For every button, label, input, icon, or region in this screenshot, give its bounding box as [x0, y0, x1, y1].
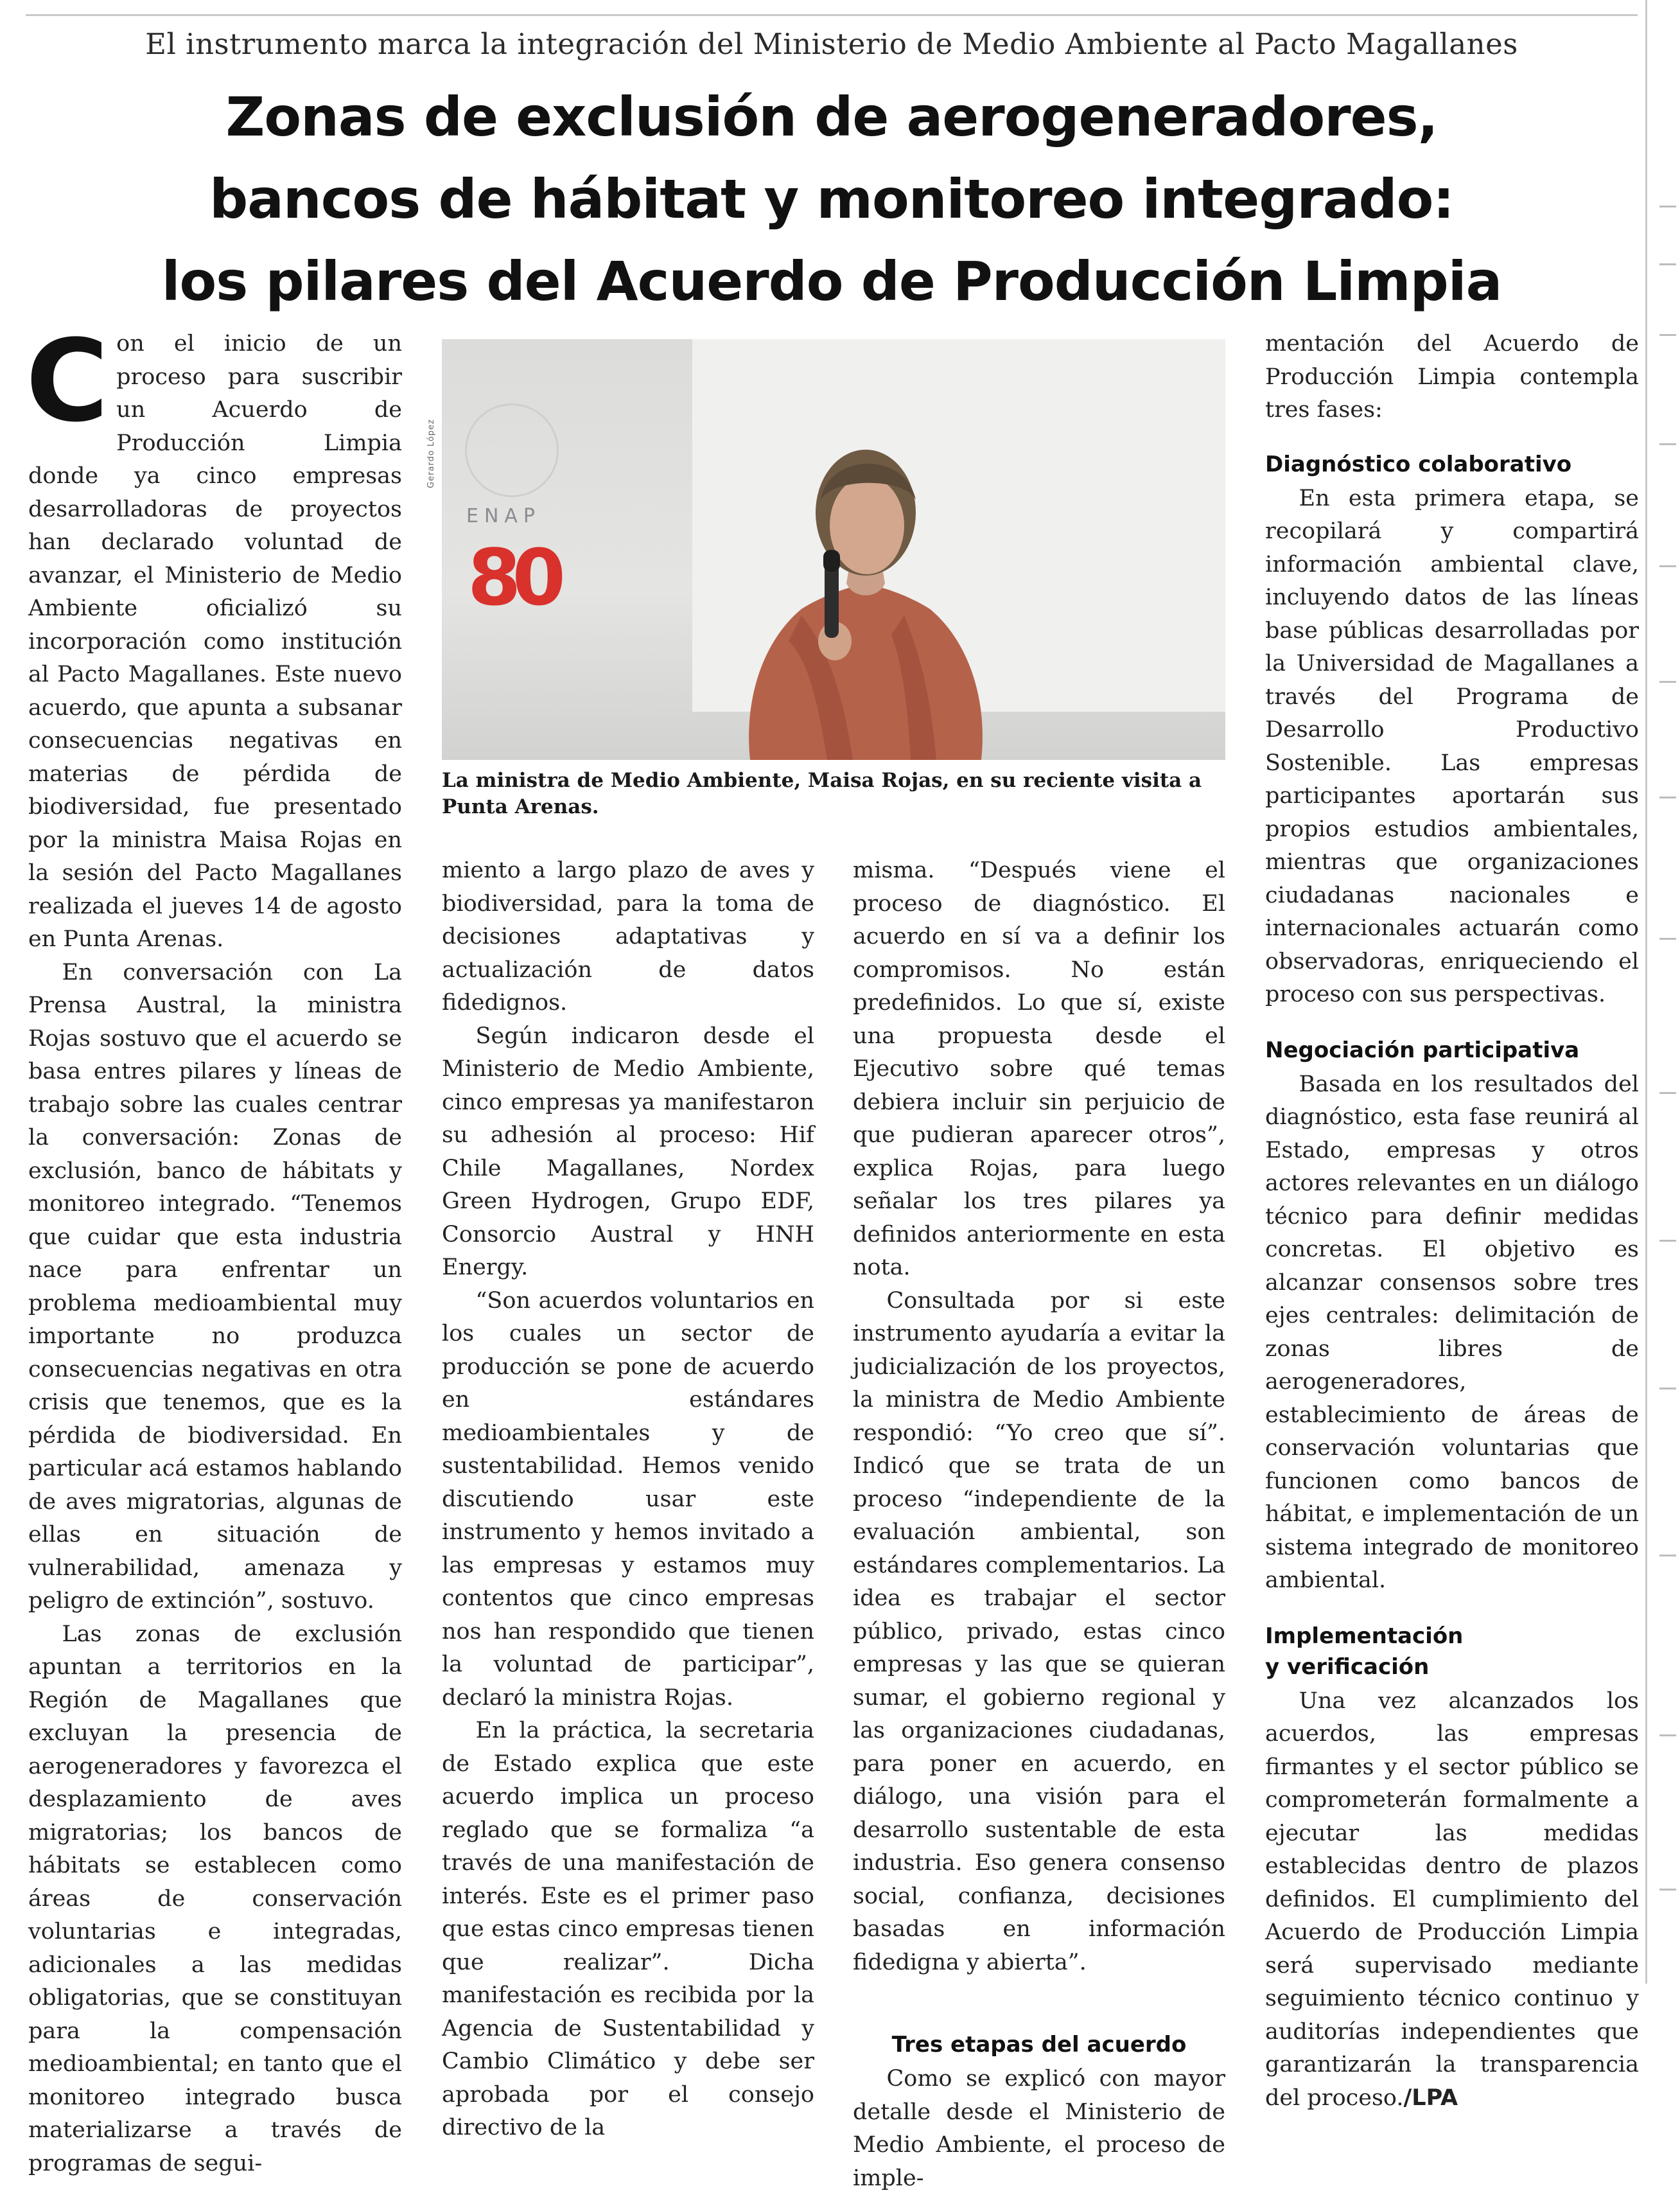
- headline-line: los pilares del Acuerdo de Producción Limpia: [161, 250, 1502, 313]
- section-subhead: [1265, 1621, 1639, 1682]
- minister-figure: [442, 339, 1225, 760]
- adjacent-page-edge: [1648, 0, 1680, 1984]
- subhead-line: Implementación: [1265, 1623, 1464, 1649]
- lead-paragraph: [26, 315, 402, 956]
- paragraph: Consultada por si este instrumento ayudaría a evitar la judicialización de los proyectos, la ministra de Medio Ambiente respondió: “Yo creo que sí”. Indicó que se trata de un proceso “independiente de la evaluación ambiental, son estándares complementarios. La idea es trabajar el sector público, privado, estas cinco empresas y las que se quieran sumar, el gobierno regional y las organizaciones ciudadanas, para poner en acuerdo, en diálogo, una visión para el desarrollo sustentable de esta industria. Eso genera consenso social, confianza, decisiones basadas en información fidedigna y abierta”.: [853, 1287, 1225, 1975]
- headline: [26, 76, 1638, 322]
- section-subhead: Tres etapas del acuerdo: [891, 2032, 1187, 2058]
- paragraph: Según indicaron desde el Ministerio de Medio Ambiente, cinco empresas ya manifestaron su adhesión al proceso: Hif Chile Magallanes, Nordex Green Hydrogen, Grupo EDF, Consorcio Austral y HNH Energy.: [442, 1023, 814, 1280]
- paragraph: [1265, 1685, 1639, 2115]
- section-subhead: Negociación participativa: [1265, 1037, 1580, 1063]
- sign-anniversary-number: 80: [468, 534, 557, 623]
- paragraph: Las zonas de exclusión apuntan a territorios en la Región de Magallanes que excluyan la presencia de aerogeneradores y favorezca el desplazamiento de aves migratorias; los bancos de hábitats se establecen como áreas de conservación voluntarias e integradas, adicionales a las medidas obligatorias, que se constituyan para la compensación medioambiental; en tanto que el monitoreo integrado busca materializarse a través de programas de segui-: [28, 1621, 402, 2176]
- column-rule-right: [1645, 0, 1647, 1984]
- drop-cap: C: [26, 315, 109, 447]
- lead-paragraph-text: on el inicio de un proceso para suscribir un Acuerdo de Producción Limpia donde ya cinco empresas desarrolladoras de proyectos han declarado voluntad de avanzar, el Ministerio de Medio Ambiente oficializó su incorporación como institución al Pacto Magallanes. Este nuevo acuerdo, que apunta a subsanar consecuencias negativas en materias de pérdida de biodiversidad, fue presentado por la ministra Maisa Rojas en la sesión del Pacto Magallanes realizada el jueves 14 de agosto en Punta Arenas.: [28, 331, 402, 952]
- headline-line: bancos de hábitat y monitoreo integrado:: [209, 168, 1454, 231]
- paragraph: “Son acuerdos voluntarios en los cuales un sector de producción se pone de acuerdo en estándares medioambientales y de sustentabilidad. Hemos venido discutiendo usar este instrumento y hemos invitado a las empresas y estamos muy contentos que cinco empresas nos han respondido que tienen la voluntad de participar”, declaró la ministra Rojas.: [442, 1287, 814, 1711]
- paragraph: misma. “Después viene el proceso de diagnóstico. El acuerdo en sí va a definir los compromisos. No están predefinidos. Lo que sí, existe una propuesta desde el Ejecutivo sobre qué temas debiera incluir sin perjuicio de que pudieran aparecer otros”, explica Rojas, para luego señalar los tres pilares ya definidos anteriormente en esta nota.: [853, 858, 1225, 1280]
- paragraph: En la práctica, la secretaria de Estado explica que este acuerdo implica un proceso reglado que se formaliza “a través de una manifestación de interés. Este es el primer paso que estas cinco empresas tienen que realizar”. Dicha manifestación es recibida por la Agencia de Sustentabilidad y Cambio Climático y debe ser aprobada por el consejo directivo de la: [442, 1718, 814, 2140]
- paragraph: En esta primera etapa, se recopilará y compartirá información ambiental clave, incluyendo datos de las líneas base públicas desarrolladas por la Universidad de Magallanes a través del Programa de Desarrollo Productivo Sostenible. Las empresas participantes aportarán sus propios estudios ambientales, mientras que organizaciones ciudadanas nacionales e internacionales actuarán como observadoras, enriqueciendo el proceso con sus perspectivas.: [1265, 485, 1639, 1007]
- headline-line: Zonas de exclusión de aerogeneradores,: [225, 85, 1438, 148]
- sign-enap-text: ENAP: [466, 505, 541, 527]
- photo-credit: Gerardo López: [426, 419, 436, 488]
- paragraph: Como se explicó con mayor detalle desde el Ministerio de Medio Ambiente, el proceso de imple-: [853, 2066, 1225, 2191]
- column-2: [442, 854, 814, 2145]
- paragraph: En conversación con La Prensa Austral, la ministra Rojas sostuvo que el acuerdo se basa entres pilares y líneas de trabajo sobre las cuales centrar la conversación: Zonas de exclusión, banco de hábitats y monitoreo integrado. “Tenemos que cuidar que esta industria nace para enfrentar un problema medioambiental muy importante no produzca consecuencias negativas en otra crisis que tenemos, que es la pérdida de biodiversidad. En particular acá estamos hablando de aves migratorias, algunas de ellas en situación de vulnerabilidad, amenaza y peligro de extinción”, sostuvo.: [28, 959, 402, 1614]
- signature: /LPA: [1403, 2085, 1458, 2111]
- paragraph: mentación del Acuerdo de Producción Limpia contempla tres fases:: [1265, 331, 1639, 423]
- paragraph: miento a largo plazo de aves y biodiversidad, para la toma de decisiones adaptativas y actualización de datos fidedignos.: [442, 858, 814, 1016]
- photo-caption: La ministra de Medio Ambiente, Maisa Rojas, en su reciente visita a Punta Arenas.: [442, 769, 1202, 818]
- column-3: [853, 854, 1225, 2195]
- paragraph: Basada en los resultados del diagnóstico, esta fase reunirá al Estado, empresas y otros actores relevantes en un diálogo técnico para definir medidas concretas. El objetivo es alcanzar consensos sobre tres ejes centrales: delimitación de zonas libres de aerogeneradores, establecimiento de áreas de conservación voluntarias que funcionen como bancos de hábitat, e implementación de un sistema integrado de monitoreo ambiental.: [1265, 1071, 1639, 1593]
- section-subhead: Diagnóstico colaborativo: [1265, 451, 1572, 477]
- kicker: El instrumento marca la integración del Ministerio de Medio Ambiente al Pacto Magallanes: [145, 27, 1518, 61]
- article-photo: [442, 339, 1225, 760]
- column-4: [1265, 328, 1639, 2115]
- column-1: [26, 315, 402, 2180]
- subhead-line: y verificación: [1265, 1653, 1430, 1680]
- top-rule: [26, 14, 1638, 16]
- paragraph-text: Una vez alcanzados los acuerdos, las empresas firmantes y el sector público se comprometerán formalmente a ejecutar las medidas establecidas dentro de plazos definidos. El cumplimiento del Acuerdo de Producción Limpia será supervisado mediante seguimiento técnico continuo y auditorías independientes que garantizarán la transparencia del proceso.: [1265, 1688, 1639, 2111]
